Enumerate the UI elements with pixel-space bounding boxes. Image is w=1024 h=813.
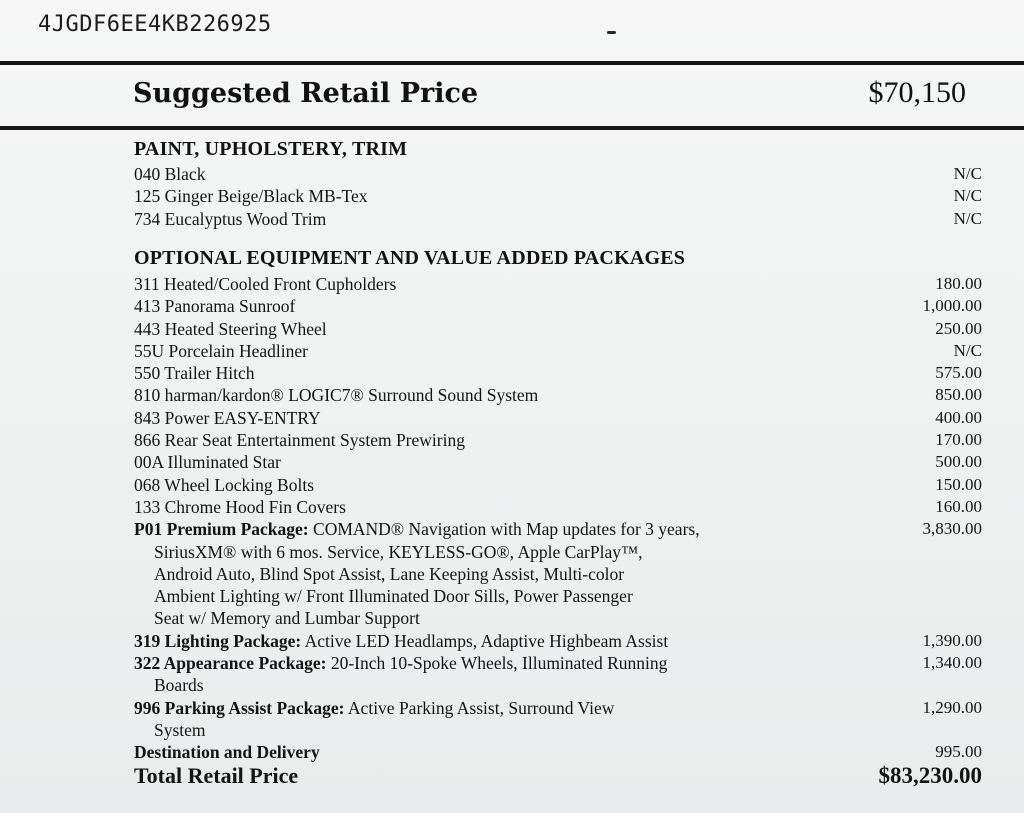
total-retail-price-row xyxy=(134,763,982,791)
package-row xyxy=(134,697,982,719)
item-label: 413 Panorama Sunroof xyxy=(134,296,296,317)
package-price: 3,830.00 xyxy=(922,519,982,539)
package-row xyxy=(134,630,982,652)
item-label: 55U Porcelain Headliner xyxy=(134,340,308,361)
package-description-line: Seat w/ Memory and Lumbar Support xyxy=(154,608,420,629)
list-item xyxy=(134,429,982,451)
item-label: 068 Wheel Locking Bolts xyxy=(134,474,314,495)
package-name: P01 Premium Package: xyxy=(134,519,309,540)
list-item xyxy=(134,451,982,473)
optional-section-heading: OPTIONAL EQUIPMENT AND VALUE ADDED PACKAGES xyxy=(134,247,686,269)
item-price: N/C xyxy=(953,164,982,183)
item-label: 810 harman/kardon® LOGIC7® Surround Sound System xyxy=(134,385,539,406)
package-continuation xyxy=(134,585,982,607)
list-item xyxy=(134,185,982,207)
bottom-rule xyxy=(0,126,1024,130)
list-item xyxy=(134,362,982,384)
suggested-retail-price-label: Suggested Retail Price xyxy=(133,78,479,109)
list-item xyxy=(134,208,982,230)
list-item xyxy=(134,474,982,496)
package-continuation xyxy=(134,541,982,563)
total-retail-price-label: Total Retail Price xyxy=(134,763,299,788)
item-label: 550 Trailer Hitch xyxy=(134,363,255,384)
item-price: 250.00 xyxy=(935,318,982,338)
print-speck xyxy=(607,31,616,34)
list-item xyxy=(134,407,982,429)
package-description-line: Active Parking Assist, Surround View xyxy=(347,697,615,718)
package-description-line: Android Auto, Blind Spot Assist, Lane Keeping Assist, Multi-color xyxy=(154,563,625,584)
item-price: 150.00 xyxy=(935,474,982,494)
item-label: 040 Black xyxy=(134,164,206,184)
list-item xyxy=(134,384,982,406)
package-name: 996 Parking Assist Package: xyxy=(134,697,345,718)
package-name: 319 Lighting Package: xyxy=(134,630,302,651)
package-continuation xyxy=(134,607,982,629)
list-item xyxy=(134,318,982,340)
package-price: 1,340.00 xyxy=(922,653,982,673)
package-description-line: Ambient Lighting w/ Front Illuminated Door Sills, Power Passenger xyxy=(154,586,633,607)
package-description-line: 20-Inch 10-Spoke Wheels, Illuminated Running xyxy=(330,653,668,674)
list-item xyxy=(134,496,982,518)
top-rule xyxy=(0,61,1024,65)
package-description-line: Boards xyxy=(154,675,204,696)
item-price: N/C xyxy=(953,340,982,360)
paint-list xyxy=(134,163,982,230)
destination-label: Destination and Delivery xyxy=(134,742,320,763)
package-continuation xyxy=(134,719,982,741)
package-price: 1,390.00 xyxy=(922,630,982,650)
item-label: 311 Heated/Cooled Front Cupholders xyxy=(134,274,397,294)
package-price: 1,290.00 xyxy=(922,697,982,717)
package-description-line: SiriusXM® with 6 mos. Service, KEYLESS-GO®, Apple CarPlay™, xyxy=(154,541,643,562)
paint-section-heading: PAINT, UPHOLSTERY, TRIM xyxy=(134,138,408,160)
package-continuation xyxy=(134,563,982,585)
package-row xyxy=(134,518,982,540)
item-price: N/C xyxy=(953,208,982,228)
item-price: 500.00 xyxy=(935,452,982,472)
package-continuation xyxy=(134,674,982,696)
list-item xyxy=(134,295,982,317)
item-price: 160.00 xyxy=(935,496,982,516)
item-price: 170.00 xyxy=(935,430,982,450)
package-description-line: Active LED Headlamps, Adaptive Highbeam Assist xyxy=(304,630,669,651)
total-retail-price-value: $83,230.00 xyxy=(878,763,982,788)
item-label: 843 Power EASY-ENTRY xyxy=(134,407,321,428)
suggested-retail-price-value: $70,150 xyxy=(868,76,966,109)
list-item xyxy=(134,163,982,185)
list-item xyxy=(134,340,982,362)
item-label: 734 Eucalyptus Wood Trim xyxy=(134,208,327,229)
package-description-line: COMAND® Navigation with Map updates for 3 years, xyxy=(313,519,700,540)
item-price: 400.00 xyxy=(935,407,982,427)
destination-price: 995.00 xyxy=(935,742,982,762)
item-price: 850.00 xyxy=(935,385,982,405)
item-label: 866 Rear Seat Entertainment System Prewiring xyxy=(134,430,465,451)
vin-number: 4JGDF6EE4KB226925 xyxy=(38,12,272,37)
list-item xyxy=(134,273,982,295)
package-name: 322 Appearance Package: xyxy=(134,653,327,674)
item-price: 575.00 xyxy=(935,363,982,383)
item-label: 443 Heated Steering Wheel xyxy=(134,318,327,339)
destination-row xyxy=(134,741,982,763)
item-price: N/C xyxy=(953,186,982,206)
item-price: 1,000.00 xyxy=(922,296,982,316)
item-label: 133 Chrome Hood Fin Covers xyxy=(134,496,346,517)
item-label: 00A Illuminated Star xyxy=(134,452,281,473)
item-label: 125 Ginger Beige/Black MB-Tex xyxy=(134,186,368,207)
optional-list xyxy=(134,273,982,764)
package-description-line: System xyxy=(154,719,206,740)
item-price: 180.00 xyxy=(935,274,982,293)
package-row xyxy=(134,652,982,674)
